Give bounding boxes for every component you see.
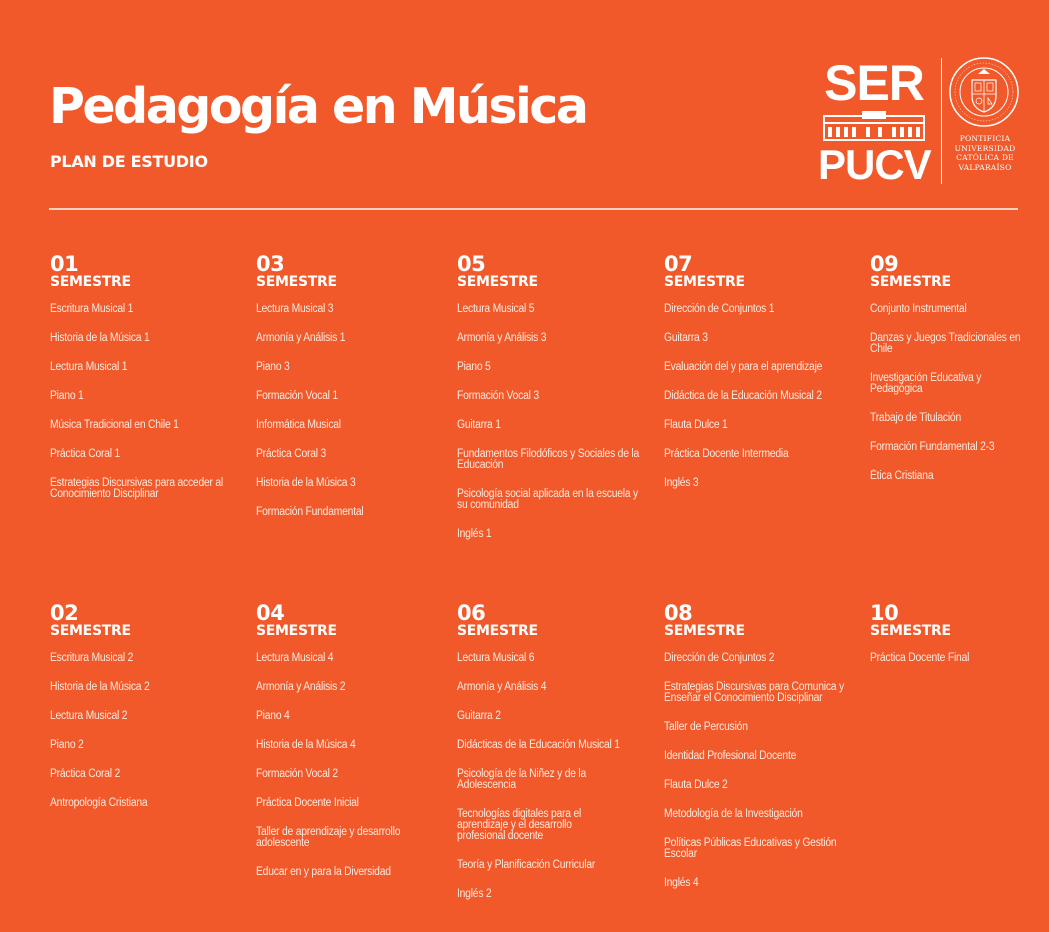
course-item: Investigación Educativa y Pedagógica (870, 372, 982, 395)
logo-divider (941, 58, 942, 184)
course-item: Inglés 4 (664, 877, 699, 889)
course-item: Historia de la Música 4 (256, 739, 356, 751)
course-item: Piano 1 (50, 390, 84, 402)
building-icon (822, 110, 926, 142)
course-item: Formación Fundamental (256, 506, 364, 518)
seal-caption (944, 134, 1026, 172)
logo-ser-text: SER (824, 55, 924, 111)
course-item: Taller de aprendizaje y desarrollo adolescente (256, 826, 401, 849)
course-item: Práctica Docente Final (870, 652, 970, 664)
course-item: Inglés 3 (664, 477, 699, 489)
semester-label: SEMESTRE (870, 274, 951, 290)
semester-number: 04 (256, 601, 285, 625)
logo-pucv-text: PUCV (818, 141, 931, 188)
course-item: Piano 2 (50, 739, 84, 751)
semester-02 (50, 601, 240, 827)
seal-line: CATÓLICA DE (956, 153, 1014, 162)
semester-number: 05 (457, 252, 486, 276)
course-item: Flauta Dulce 1 (664, 419, 728, 431)
semester-03 (256, 252, 446, 536)
seal-line: PONTIFICIA (959, 134, 1011, 143)
course-item: Taller de Percusión (664, 721, 748, 733)
ser-pucv-logo (818, 55, 931, 188)
course-item: Lectura Musical 6 (457, 652, 535, 664)
course-item: Práctica Coral 3 (256, 448, 327, 460)
course-item: Piano 5 (457, 361, 491, 373)
course-list (870, 304, 1030, 482)
course-item: Conjunto Instrumental (870, 303, 967, 315)
course-item: Inglés 2 (457, 888, 492, 900)
course-item: Estrategias Discursivas para acceder al Conocimiento Disciplinar (50, 477, 224, 500)
course-item: Antropología Cristiana (50, 797, 148, 809)
course-item: Dirección de Conjuntos 2 (664, 652, 775, 664)
semester-label: SEMESTRE (50, 623, 131, 639)
semester-label: SEMESTRE (256, 274, 337, 290)
semester-label: SEMESTRE (664, 623, 745, 639)
course-item: Escritura Musical 1 (50, 303, 134, 315)
course-item: Guitarra 1 (457, 419, 501, 431)
course-item: Práctica Coral 2 (50, 768, 121, 780)
course-item: Práctica Docente Inicial (256, 797, 359, 809)
course-item: Escritura Musical 2 (50, 652, 134, 664)
semester-number: 02 (50, 601, 79, 625)
course-item: Formación Vocal 3 (457, 390, 539, 402)
semester-label: SEMESTRE (457, 623, 538, 639)
page-subtitle: PLAN DE ESTUDIO (50, 152, 208, 171)
course-item: Teoría y Planificación Curricular (457, 859, 596, 871)
page-title: Pedagogía en Música (49, 78, 587, 135)
course-item: Historia de la Música 1 (50, 332, 150, 344)
course-item: Formación Vocal 2 (256, 768, 338, 780)
semester-label: SEMESTRE (50, 274, 131, 290)
course-item: Flauta Dulce 2 (664, 779, 728, 791)
semester-06 (457, 601, 647, 918)
course-item: Lectura Musical 1 (50, 361, 128, 373)
course-list (664, 304, 854, 489)
semester-label: SEMESTRE (664, 274, 745, 290)
semester-05 (457, 252, 647, 558)
course-item: Armonía y Análisis 2 (256, 681, 346, 693)
course-list (256, 653, 446, 878)
course-item: Práctica Docente Intermedia (664, 448, 789, 460)
course-item: Armonía y Análisis 1 (256, 332, 346, 344)
semester-label: SEMESTRE (870, 623, 951, 639)
course-item: Guitarra 3 (664, 332, 708, 344)
semester-number: 01 (50, 252, 79, 276)
semester-10 (870, 601, 1030, 682)
university-seal-icon (948, 56, 1020, 128)
semester-number: 07 (664, 252, 693, 276)
course-item: Lectura Musical 2 (50, 710, 128, 722)
course-item: Formación Fundamental 2-3 (870, 441, 995, 453)
course-list (50, 304, 240, 500)
course-item: Metodología de la Investigación (664, 808, 803, 820)
course-item: Didáctica de la Educación Musical 2 (664, 390, 822, 402)
course-item: Lectura Musical 3 (256, 303, 334, 315)
course-item: Didácticas de la Educación Musical 1 (457, 739, 620, 751)
course-item: Lectura Musical 5 (457, 303, 535, 315)
course-item: Historia de la Música 2 (50, 681, 150, 693)
course-item: Música Tradicional en Chile 1 (50, 419, 179, 431)
header-divider (49, 208, 1018, 210)
course-item: Psicología de la Niñez y de la Adolescencia (457, 768, 587, 791)
course-item: Práctica Coral 1 (50, 448, 121, 460)
course-item: Políticas Públicas Educativas y Gestión Escolar (664, 837, 837, 860)
semester-01 (50, 252, 240, 518)
semester-number: 08 (664, 601, 693, 625)
seal-line: VALPARAÍSO (958, 162, 1012, 172)
course-item: Informática Musical (256, 419, 341, 431)
course-item: Piano 3 (256, 361, 290, 373)
semester-label: SEMESTRE (256, 623, 337, 639)
course-item: Inglés 1 (457, 528, 492, 540)
course-item: Evaluación del y para el aprendizaje (664, 361, 823, 373)
course-list (870, 653, 1030, 664)
course-item: Trabajo de Titulación (870, 412, 961, 424)
course-item: Guitarra 2 (457, 710, 501, 722)
semester-09 (870, 252, 1030, 500)
semester-number: 10 (870, 601, 899, 625)
course-item: Piano 4 (256, 710, 290, 722)
course-item: Lectura Musical 4 (256, 652, 334, 664)
course-item: Armonía y Análisis 3 (457, 332, 547, 344)
course-item: Historia de la Música 3 (256, 477, 356, 489)
course-item: Identidad Profesional Docente (664, 750, 797, 762)
course-item: Educar en y para la Diversidad (256, 866, 391, 878)
course-list (50, 653, 240, 809)
course-item: Danzas y Juegos Tradicionales en Chile (870, 332, 1021, 355)
seal-line: UNIVERSIDAD (954, 143, 1016, 153)
course-list (256, 304, 446, 518)
course-item: Formación Vocal 1 (256, 390, 338, 402)
course-item: Armonía y Análisis 4 (457, 681, 547, 693)
semester-07 (664, 252, 854, 507)
semester-number: 03 (256, 252, 285, 276)
semester-number: 09 (870, 252, 899, 276)
semester-04 (256, 601, 446, 896)
course-item: Fundamentos Filodóficos y Sociales de la Educación (457, 448, 640, 471)
semester-label: SEMESTRE (457, 274, 538, 290)
course-list (664, 653, 854, 889)
course-item: Ética Cristiana (870, 470, 934, 482)
course-list (457, 653, 647, 900)
course-item: Psicología social aplicada en la escuela y su comunidad (457, 488, 638, 511)
course-item: Tecnologías digitales para el aprendizaje y el desarrollo profesional docente (457, 808, 582, 842)
course-item: Estrategias Discursivas para Comunica y Enseñar el Conocimiento Disciplinar (664, 681, 844, 704)
semester-08 (664, 601, 854, 907)
course-list (457, 304, 647, 540)
course-item: Dirección de Conjuntos 1 (664, 303, 775, 315)
semester-number: 06 (457, 601, 486, 625)
